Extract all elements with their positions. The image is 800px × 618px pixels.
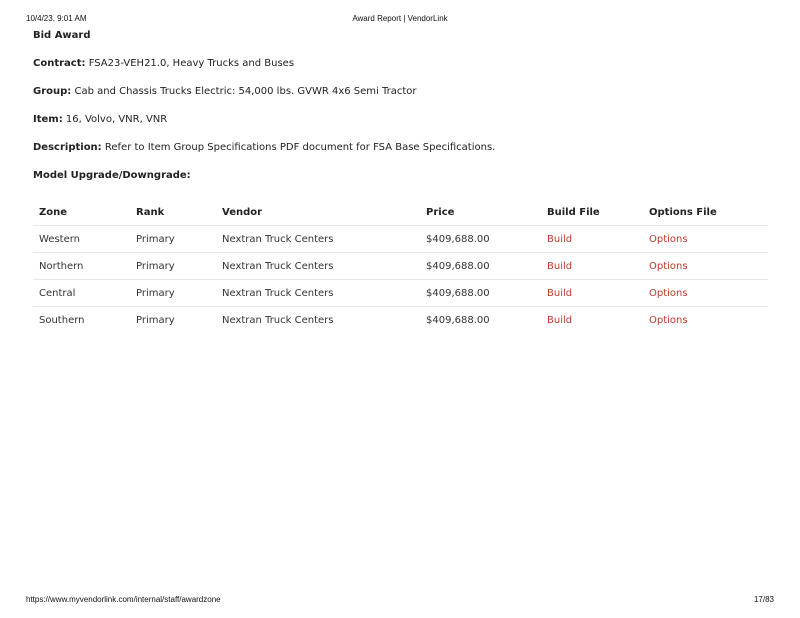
page-number: 17/83 xyxy=(753,595,774,604)
item-value: 16, Volvo, VNR, VNR xyxy=(65,114,168,125)
model-upgrade-label: Model Upgrade/Downgrade: xyxy=(33,170,191,181)
column-header-price: Price xyxy=(420,199,541,226)
table-row xyxy=(33,253,768,280)
column-header-build-file: Build File xyxy=(541,199,643,226)
build-link[interactable]: Build xyxy=(541,226,643,253)
print-datetime: 10/4/23, 9:01 AM xyxy=(26,14,87,23)
model-upgrade-field xyxy=(33,169,768,183)
zone-cell: Central xyxy=(33,280,130,307)
contract-field xyxy=(33,57,768,71)
zone-cell: Western xyxy=(33,226,130,253)
build-link[interactable]: Build xyxy=(541,280,643,307)
item-field xyxy=(33,113,768,127)
rank-cell: Primary xyxy=(136,314,175,326)
vendor-cell: Nextran Truck Centers xyxy=(216,226,420,253)
vendor-cell: Nextran Truck Centers xyxy=(216,280,420,307)
options-link[interactable]: Options xyxy=(643,253,768,280)
print-url: https://www.myvendorlink.com/internal/staff/awardzone xyxy=(26,595,221,604)
table-row xyxy=(33,280,768,307)
column-header-vendor: Vendor xyxy=(216,199,420,226)
price-cell: $409,688.00 xyxy=(420,280,541,307)
rank-cell: Primary xyxy=(130,280,216,307)
group-field xyxy=(33,85,768,99)
zone-cell: Northern xyxy=(33,253,130,280)
table-row xyxy=(33,307,768,334)
group-label: Group: xyxy=(33,86,72,97)
price-cell: $409,688.00 xyxy=(420,253,541,280)
rank-cell: Primary xyxy=(130,226,216,253)
column-header-zone: Zone xyxy=(33,199,130,226)
award-table xyxy=(33,199,768,333)
description-label: Description: xyxy=(33,142,102,153)
contract-label: Contract: xyxy=(33,58,86,69)
price-cell: $409,688.00 xyxy=(426,314,490,326)
award-heading: Bid Award xyxy=(33,30,91,41)
options-link[interactable]: Options xyxy=(649,314,688,326)
column-header-options-file: Options File xyxy=(643,199,768,226)
options-link[interactable]: Options xyxy=(643,280,768,307)
build-link[interactable]: Build xyxy=(541,253,643,280)
column-header-rank: Rank xyxy=(130,199,216,226)
options-link[interactable]: Options xyxy=(643,226,768,253)
table-row xyxy=(33,226,768,253)
build-link[interactable]: Build xyxy=(547,314,573,326)
vendor-cell: Nextran Truck Centers xyxy=(216,253,420,280)
description-value: Refer to Item Group Specifications PDF document for FSA Base Specifications. xyxy=(104,142,496,153)
award-content xyxy=(33,29,768,333)
zone-cell: Southern xyxy=(39,314,85,326)
print-page-title: Award Report | VendorLink xyxy=(352,14,448,23)
print-header xyxy=(26,14,774,26)
group-value: Cab and Chassis Trucks Electric: 54,000 lbs. GVWR 4x6 Semi Tractor xyxy=(74,86,417,97)
print-footer xyxy=(26,595,774,607)
price-cell: $409,688.00 xyxy=(420,226,541,253)
rank-cell: Primary xyxy=(130,253,216,280)
description-field xyxy=(33,141,768,155)
vendor-cell: Nextran Truck Centers xyxy=(222,314,334,326)
table-header-row xyxy=(33,199,768,226)
contract-value: FSA23-VEH21.0, Heavy Trucks and Buses xyxy=(88,58,295,69)
item-label: Item: xyxy=(33,114,63,125)
